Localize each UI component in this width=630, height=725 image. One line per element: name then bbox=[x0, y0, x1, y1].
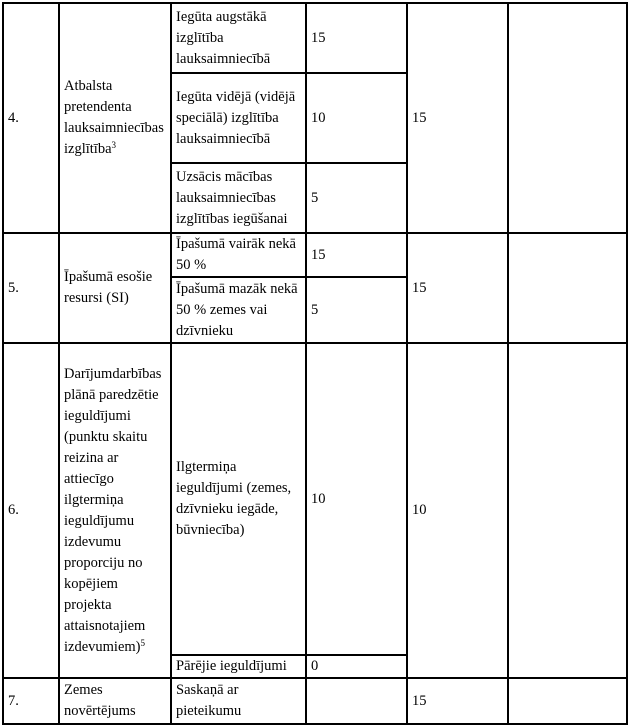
option-points: 15 bbox=[306, 233, 407, 277]
criterion-name: Atbalsta pretendenta lauksaimniecības izglītība$^3$ bbox=[59, 3, 171, 233]
option-label: Ilgtermiņa ieguldījumi (zemes, dzīvnieku iegāde, būvniecība) bbox=[171, 343, 306, 655]
option-points: 10 bbox=[306, 73, 407, 163]
evaluation-criteria-table bbox=[2, 2, 628, 725]
option-label: Iegūta augstākā izglītība lauksaimniecībā bbox=[171, 3, 306, 73]
table-row bbox=[3, 233, 627, 277]
empty-cell bbox=[508, 3, 627, 233]
option-points: 0 bbox=[306, 655, 407, 678]
criterion-number: 5. bbox=[3, 233, 59, 343]
option-points bbox=[306, 678, 407, 724]
criterion-name: Zemes novērtējums bbox=[59, 678, 171, 724]
option-label: Īpašumā vairāk nekā 50 % bbox=[171, 233, 306, 277]
option-label: Uzsācis mācības lauksaimniecības izglītības iegūšanai bbox=[171, 163, 306, 233]
option-points: 15 bbox=[306, 3, 407, 73]
max-points: 10 bbox=[407, 343, 508, 678]
option-label: Īpašumā mazāk nekā 50 % zemes vai dzīvnieku bbox=[171, 277, 306, 343]
table-row bbox=[3, 343, 627, 655]
option-points: 10 bbox=[306, 343, 407, 655]
max-points: 15 bbox=[407, 678, 508, 724]
option-points: 5 bbox=[306, 277, 407, 343]
max-points: 15 bbox=[407, 3, 508, 233]
criterion-number: 6. bbox=[3, 343, 59, 678]
footnote-marker: 5 bbox=[140, 637, 146, 648]
empty-cell bbox=[508, 343, 627, 678]
option-label: Pārējie ieguldījumi bbox=[171, 655, 306, 678]
option-points: 5 bbox=[306, 163, 407, 233]
criterion-name: Darījumdarbības plānā paredzētie ieguldījumi (punktu skaitu reizina ar attiecīgo ilgtermiņa ieguldījumu izdevumu proporciju no kopējiem projekta attaisnotajiem izdevumiem)$^5$ bbox=[59, 343, 171, 678]
table-row bbox=[3, 678, 627, 724]
empty-cell bbox=[508, 678, 627, 724]
footnote-marker: 3 bbox=[111, 140, 117, 150]
criterion-number: 7. bbox=[3, 678, 59, 724]
option-label: Iegūta vidējā (vidējā speciālā) izglītība lauksaimniecībā bbox=[171, 73, 306, 163]
criterion-name: Īpašumā esošie resursi (SI) bbox=[59, 233, 171, 343]
table-row bbox=[3, 3, 627, 73]
criterion-number: 4. bbox=[3, 3, 59, 233]
empty-cell bbox=[508, 233, 627, 343]
option-label: Saskaņā ar pieteikumu bbox=[171, 678, 306, 724]
max-points: 15 bbox=[407, 233, 508, 343]
